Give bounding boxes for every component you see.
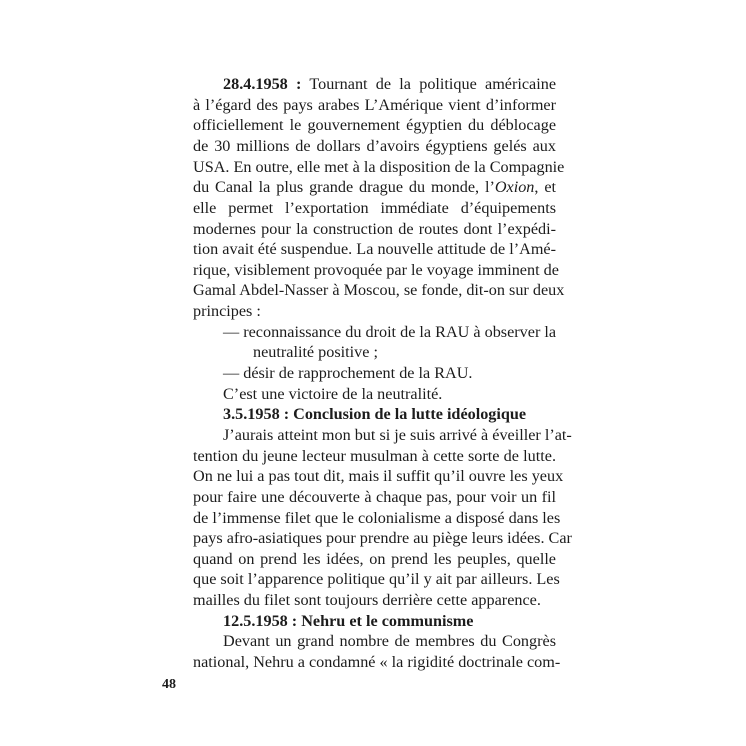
bullet-item-continuation: neutralité positive ; (253, 343, 378, 362)
text-line: principes : (193, 302, 261, 321)
ship-name: Oxion (494, 178, 535, 197)
text-line: tion avait été suspendue. La nouvelle attitude de l’Amé- (193, 240, 556, 259)
entry-heading (223, 611, 556, 632)
text-line: national, Nehru a condamné « la rigidité doctrinale com- (193, 653, 561, 671)
text-line: On ne lui a pas tout dit, mais il suffit qu’il ouvre les yeux (193, 467, 564, 486)
text-line: de 30 millions de dollars d’avoirs égyptiens gelés aux (193, 136, 556, 155)
text-fragment: , et (534, 178, 557, 197)
text-line: officiellement le gouvernement égyptien du déblocage (193, 116, 556, 135)
text-block-continued (193, 0, 572, 746)
text-line: modernes pour la construction de routes dont l’expédi- (193, 219, 556, 238)
heading-text: 12.5.1958 : Nehru et le communisme (223, 611, 474, 630)
page-number: 48 (162, 677, 176, 692)
text-line: Gamal Abdel-Nasser à Moscou, se fonde, dit-on sur deux (193, 281, 565, 300)
text-line: de l’immense filet que le colonialisme a disposé dans les (193, 508, 561, 527)
entry-date: 28.4.1958 : (223, 75, 302, 93)
text-line: pour faire une découverte à chaque pas, pour voir un fil (193, 487, 556, 506)
text-line: quand on prend les idées, on prend les peuples, quelle (193, 549, 556, 568)
text-fragment: du Canal la plus grande drague du monde, l’ (193, 178, 495, 197)
heading-text: 3.5.1958 : Conclusion de la lutte idéologique (223, 405, 527, 424)
text-line: elle permet l’exportation immédiate d’équipements (193, 198, 556, 217)
text-line: J’aurais atteint mon but si je suis arrivé à éveiller l’at- (223, 425, 572, 444)
text-line: Tournant de la politique américaine (301, 75, 557, 93)
text-line: Devant un grand nombre de membres du Congrès (223, 632, 556, 651)
text-line: tention du jeune lecteur musulman à cette sorte de lutte. (193, 446, 556, 465)
text-line: USA. En outre, elle met à la disposition de la Compagnie (193, 157, 565, 176)
bullet-item: — reconnaissance du droit de la RAU à observer la (223, 322, 557, 341)
bullet-item: — désir de rapprochement de la RAU. (223, 364, 473, 382)
text-line: à l’égard des pays arabes L’Amérique vient d’informer (193, 95, 556, 114)
text-line: C’est une victoire de la neutralité. (223, 384, 443, 403)
text-line: que soit l’apparence politique qu’il y ait par ailleurs. Les (193, 570, 560, 589)
text-line: pays afro-asiatiques pour prendre au piège leurs idées. Car (193, 529, 572, 548)
text-line: mailles du filet sont toujours derrière cette apparence. (193, 591, 541, 610)
text-line: rique, visiblement provoquée par le voyage imminent de (193, 260, 559, 279)
